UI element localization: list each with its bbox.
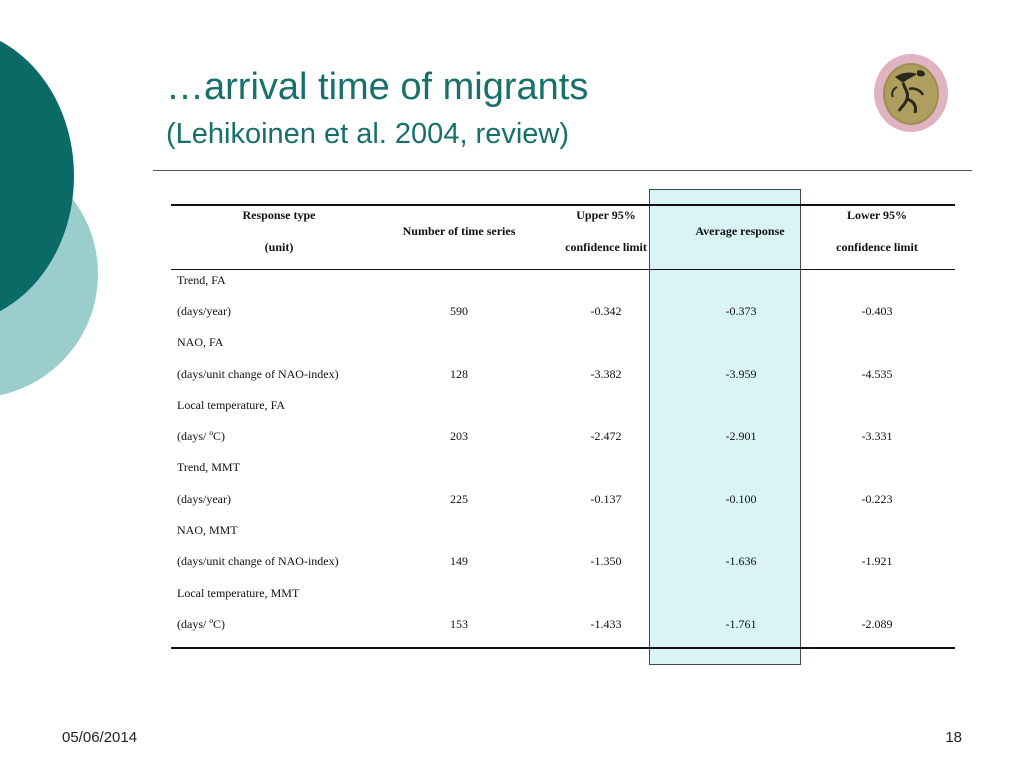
row-n: 149 xyxy=(450,554,468,568)
header-upper-confidence-limit: confidence limit xyxy=(565,240,647,254)
row-lower: -2.089 xyxy=(861,617,893,631)
table-header-rule xyxy=(171,269,955,270)
row-average: -1.761 xyxy=(725,617,757,631)
row-upper: -1.350 xyxy=(590,554,622,568)
row-unit: (days/year) xyxy=(177,304,231,318)
row-average: -0.100 xyxy=(725,492,757,506)
row-unit: (days/year) xyxy=(177,492,231,506)
row-unit: (days/ ºC) xyxy=(177,617,226,631)
row-n: 225 xyxy=(450,492,468,506)
row-label: Local temperature, MMT xyxy=(177,586,300,600)
header-unit: (unit) xyxy=(264,240,294,254)
header-number-of-time-series: Number of time series xyxy=(402,224,516,238)
row-unit: (days/unit change of NAO-index) xyxy=(177,367,339,381)
average-response-highlight xyxy=(649,189,801,665)
row-n: 203 xyxy=(450,429,468,443)
header-lower-confidence-limit: confidence limit xyxy=(836,240,918,254)
footer-date: 05/06/2014 xyxy=(62,729,138,746)
row-upper: -1.433 xyxy=(590,617,622,631)
slide-subtitle: (Lehikoinen et al. 2004, review) xyxy=(166,118,570,150)
table-bottom-rule xyxy=(171,647,955,649)
page-number: 18 xyxy=(945,729,962,746)
row-lower: -1.921 xyxy=(861,554,893,568)
header-lower-95: Lower 95% xyxy=(846,208,908,222)
row-upper: -3.382 xyxy=(590,367,622,381)
row-label: Trend, FA xyxy=(177,273,226,287)
row-lower: -0.223 xyxy=(861,492,893,506)
row-average: -2.901 xyxy=(725,429,757,443)
row-upper: -0.342 xyxy=(590,304,622,318)
row-lower: -3.331 xyxy=(861,429,893,443)
row-label: Local temperature, FA xyxy=(177,398,286,412)
row-lower: -0.403 xyxy=(861,304,893,318)
header-upper-95: Upper 95% xyxy=(576,208,636,222)
table-top-rule xyxy=(171,204,955,206)
row-lower: -4.535 xyxy=(861,367,893,381)
row-average: -1.636 xyxy=(725,554,757,568)
row-unit: (days/unit change of NAO-index) xyxy=(177,554,339,568)
header-response-type: Response type xyxy=(242,208,316,222)
row-n: 128 xyxy=(450,367,468,381)
row-average: -3.959 xyxy=(725,367,757,381)
row-average: -0.373 xyxy=(725,304,757,318)
row-upper: -0.137 xyxy=(590,492,622,506)
header-average-response: Average response xyxy=(695,224,785,238)
title-divider xyxy=(153,170,972,171)
row-n: 153 xyxy=(450,617,468,631)
row-label: NAO, FA xyxy=(177,335,224,349)
row-n: 590 xyxy=(450,304,468,318)
row-upper: -2.472 xyxy=(590,429,622,443)
row-label: NAO, MMT xyxy=(177,523,238,537)
row-unit: (days/ ºC) xyxy=(177,429,226,443)
row-label: Trend, MMT xyxy=(177,460,240,474)
slide-title: …arrival time of migrants xyxy=(166,66,589,108)
bird-logo-icon xyxy=(873,53,949,133)
